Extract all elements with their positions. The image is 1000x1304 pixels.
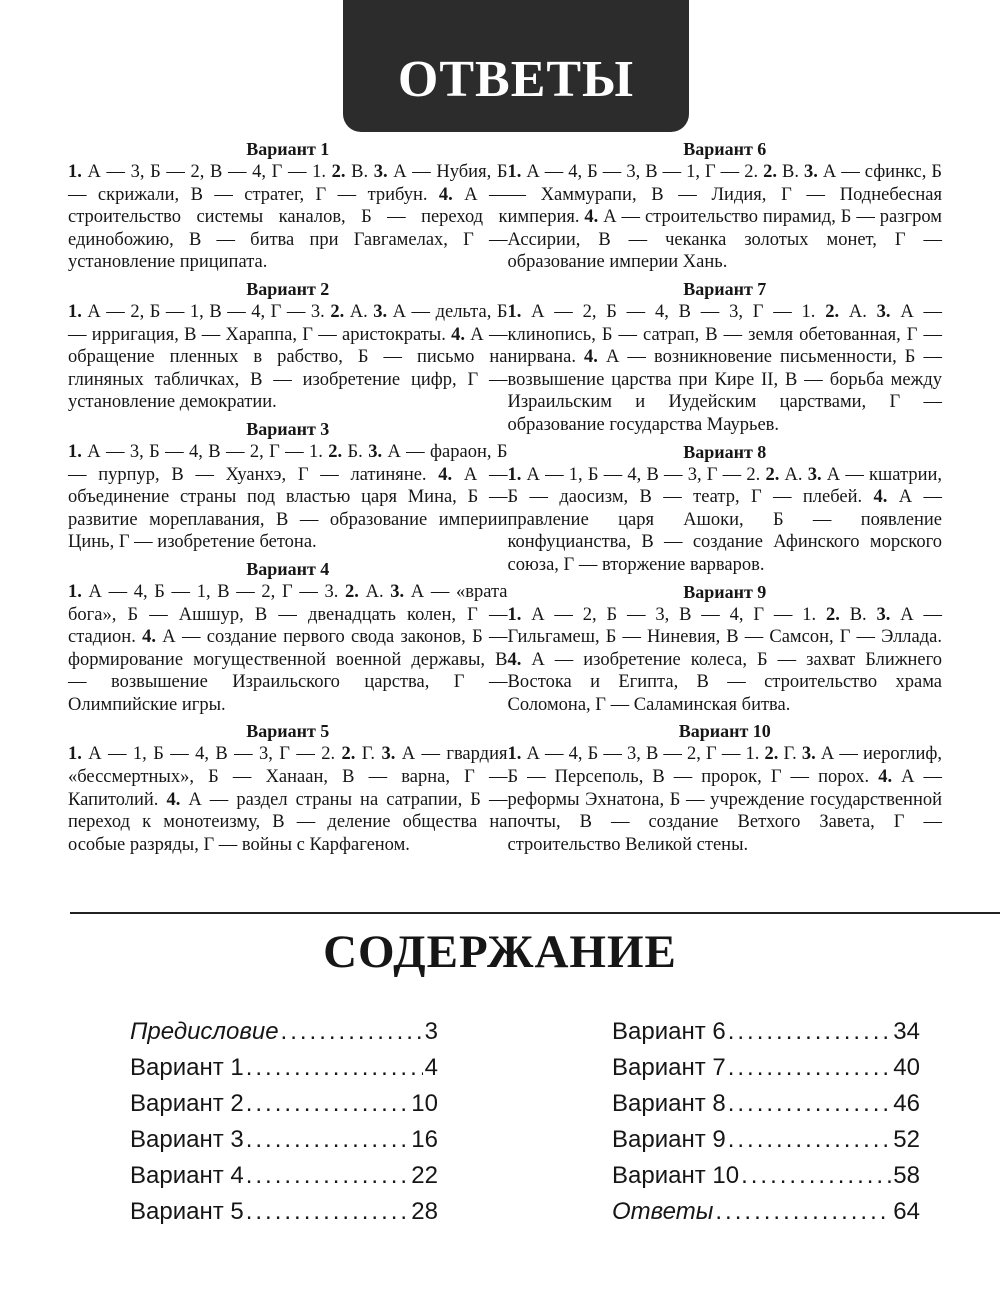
contents-entry-label: Вариант 5 [130,1198,244,1225]
contents-title: СОДЕРЖАНИЕ [323,926,677,978]
variant-answers: 1. А — 4, Б — 3, В — 2, Г — 1. 2. Г. 3. А — иероглиф, Б — Персеполь, В — пророк, Г — порох. 4. А — реформы Эхнатона, Б — учреждение государственной почты, В — создание Ветхого Завета, Г — строительство Великой стены. [507,744,942,855]
answer-block [507,138,942,274]
dot-leader [246,1162,410,1190]
contents-entry-label: Вариант 10 [612,1162,740,1189]
dot-leader [246,1198,410,1226]
variant-heading: Вариант 10 [678,721,771,742]
answer-block [507,441,942,577]
contents-entry [130,1054,438,1090]
contents-entry-label: Вариант 8 [612,1090,726,1117]
contents-entry-page: 10 [411,1090,438,1117]
variant-answers: 1. А — 2, Б — 3, В — 4, Г — 1. 2. В. 3. А — Гильгамеш, Б — Ниневия, В — Самсон, Г — Эллада. 4. А — изобретение колеса, Б — захват Ближнего Востока и Египта, В — строительство храма Соломона, Г — Саламинская битва. [507,604,942,715]
contents-column-left [130,1018,438,1234]
contents-entry-label: Вариант 1 [130,1054,244,1081]
answer-block [507,720,942,856]
answers-banner [343,0,689,132]
answer-block [68,558,507,717]
variant-answers: 1. А — 2, Б — 1, В — 4, Г — 3. 2. А. 3. А — дельта, Б — ирригация, В — Хараппа, Г — аристократы. 4. А — обращение пленных в рабство, Б — письмо на глиняных табличках, В — изобретение цифр, Г — установление демократии. [68,301,508,413]
contents-entry [130,1018,438,1054]
contents-entry-label: Предисловие [130,1018,279,1045]
dot-leader [728,1090,892,1118]
answer-block [68,720,507,856]
contents-entry-label: Вариант 4 [130,1162,244,1189]
dot-leader [246,1090,410,1118]
dot-leader [728,1126,892,1154]
contents-entry-label: Вариант 2 [130,1090,244,1117]
contents-entry-label: Вариант 6 [612,1018,726,1045]
contents-entry-page: 22 [411,1162,438,1189]
variant-answers: 1. А — 1, Б — 4, В — 3, Г — 2. 2. А. 3. А — кшатрии, Б — даосизм, В — театр, Г — плебей. 4. А — правление царя Ашоки, Б — появление конфуцианства, В — создание Афинского морского союза, Г — вторжение варваров. [507,464,942,575]
contents-entry-page: 40 [893,1054,920,1081]
contents-entry [612,1126,920,1162]
contents-entry-label: Ответы [612,1198,714,1225]
contents-entry-page: 16 [411,1126,438,1153]
dot-leader [281,1018,423,1046]
answers-column-right [507,138,942,856]
variant-answers: 1. А — 4, Б — 1, В — 2, Г — 3. 2. А. 3. А — «врата бога», Б — Ашшур, В — двенадцать колен, Г — стадион. 4. А — создание первого свода законов, Б — формирование могущественной военной державы, В — возвышение Израильского царства, Г — Олимпийские игры. [68,581,508,715]
contents-column-right [612,1018,920,1234]
dot-leader [728,1054,892,1082]
variant-heading: Вариант 6 [683,139,767,159]
contents-entry-label: Вариант 3 [130,1126,244,1153]
variant-heading: Вариант 1 [246,139,330,159]
contents-entry-page: 64 [893,1198,920,1225]
contents-entry-page: 3 [424,1018,438,1045]
contents-entry [612,1054,920,1090]
contents-entry [612,1018,920,1054]
contents-entry-page: 46 [893,1090,920,1117]
contents-entry-page: 58 [893,1162,920,1189]
contents-entry [130,1162,438,1198]
variant-heading: Вариант 4 [246,558,330,579]
contents-entry [612,1198,920,1234]
variant-answers: 1. А — 2, Б — 4, В — 3, Г — 1. 2. А. 3. А — клинопись, Б — сатрап, В — земля обетованная, Г — нирвана. 4. А — возникновение письменности, Б — возвышение царства при Кире II, В — борьба между Израильским и Иудейским царствами, Г — образование государства Маурьев. [507,301,942,435]
variant-answers: 1. А — 3, Б — 4, В — 2, Г — 1. 2. Б. 3. А — фараон, Б — пурпур, В — Хуанхэ, Г — латиняне. 4. А — объединение страны под властью царя Мина, Б — развитие мореплавания, В — образование империи Цинь, Г — изобретение бетона. [68,441,508,553]
answers-title: ОТВЕТЫ [397,50,635,108]
answer-block [68,138,507,274]
contents-entry-page: 34 [893,1018,920,1045]
contents-entry-page: 4 [424,1054,438,1081]
variant-answers: 1. А — 3, Б — 2, В — 4, Г — 1. 2. В. 3. А — Нубия, Б — скрижали, В — стратег, Г — трибун. 4. А — строительство системы каналов, Б — переход к единобожию, В — битва при Гавгамелах, Г — установление приципата. [68,162,508,273]
answer-block [507,581,942,717]
dot-leader [728,1018,892,1046]
variant-heading: Вариант 5 [246,721,330,742]
dot-leader [741,1162,891,1190]
answers-section [68,138,942,856]
contents-entry-label: Вариант 7 [612,1054,726,1081]
variant-heading: Вариант 7 [683,278,767,299]
contents-entry-page: 52 [893,1126,920,1153]
contents-entry [130,1090,438,1126]
contents-entry-label: Вариант 9 [612,1126,726,1153]
answer-block [507,278,942,437]
variant-heading: Вариант 9 [683,581,767,602]
table-of-contents [130,1018,920,1234]
variant-heading: Вариант 2 [246,278,330,299]
dot-leader [246,1054,423,1082]
variant-heading: Вариант 3 [246,418,330,439]
dot-leader [715,1198,891,1226]
contents-entry-page: 28 [411,1198,438,1225]
answer-block [68,278,507,414]
contents-entry [612,1090,920,1126]
answers-column-left [68,138,507,856]
answer-block [68,418,507,554]
variant-answers: 1. А — 4, Б — 3, В — 1, Г — 2. 2. В. 3. А — сфинкс, Б — Хаммурапи, В — Лидия, Г — Поднебесная империя. 4. А — строительство пирамид, Б — разгром Ассирии, В — чеканка золотых монет, Г — образование империи Хань. [507,162,942,273]
dot-leader [246,1126,410,1154]
contents-entry [130,1126,438,1162]
contents-entry [612,1162,920,1198]
contents-entry [130,1198,438,1234]
variant-heading: Вариант 8 [683,441,767,462]
variant-answers: 1. А — 1, Б — 4, В — 3, Г — 2. 2. Г. 3. А — гвардия «бессмертных», Б — Ханаан, В — варна, Г — Капитолий. 4. А — раздел страны на сатрапии, Б — переход к монотеизму, В — деление общества на особые разряды, Г — войны с Карфагеном. [68,744,508,855]
section-divider [70,912,1000,914]
